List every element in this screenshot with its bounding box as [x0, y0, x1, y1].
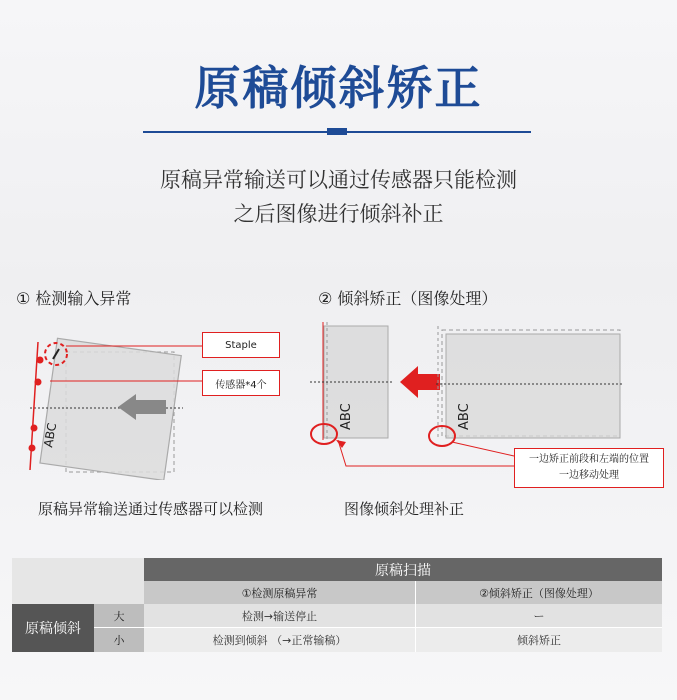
- table-cell: ー: [416, 604, 662, 628]
- subtitle-line-2: 之后图像进行倾斜补正: [233, 202, 444, 226]
- table-top-header: 原稿扫描: [144, 558, 662, 581]
- original-document: [446, 334, 620, 438]
- title-divider-mark: [327, 128, 347, 135]
- table-row-level: 小: [94, 628, 144, 652]
- sensor-dot: [35, 379, 42, 386]
- correction-callout-line-1: 一边矫正前段和左端的位置: [529, 454, 649, 465]
- sensor-dot: [29, 445, 36, 452]
- corrected-document-text: ABC: [339, 403, 354, 430]
- table-cell: 检测到倾斜 （→正常输稿）: [144, 628, 416, 652]
- table-row-group-label: 原稿倾斜: [12, 604, 94, 652]
- table-cell: 倾斜矫正: [416, 628, 662, 652]
- sensor-dot: [37, 357, 44, 364]
- document-text: ABC: [41, 421, 60, 449]
- original-document-text: ABC: [457, 403, 472, 430]
- table-col2-header: ②倾斜矫正（图像处理）: [416, 581, 662, 604]
- subtitle-line-1: 原稿异常输送可以通过传感器只能检测: [160, 168, 517, 192]
- right-section-label: ② 倾斜矫正（图像处理）: [318, 289, 498, 308]
- callout-pointer: [338, 440, 514, 466]
- table-cell: 检测→输送停止: [144, 604, 416, 628]
- comparison-table: [12, 558, 662, 652]
- right-caption: 图像倾斜处理补正: [344, 500, 465, 518]
- table-row-level: 大: [94, 604, 144, 628]
- callout-pointer: [452, 442, 514, 456]
- staple-callout: Staple: [202, 332, 280, 358]
- table-col1-header: ①检测原稿异常: [144, 581, 416, 604]
- table-corner: [12, 558, 144, 604]
- correction-callout-line-2: 一边移动处理: [559, 470, 619, 481]
- left-caption: 原稿异常输送通过传感器可以检测: [38, 500, 264, 518]
- subtitle: [0, 163, 677, 231]
- sensor-dot: [31, 425, 38, 432]
- page-title: 原稿倾斜矫正: [194, 61, 483, 115]
- left-section-label: ① 检测输入异常: [16, 289, 132, 308]
- correction-arrow: [400, 366, 440, 398]
- correction-callout: [514, 448, 664, 488]
- sensor-callout: 传感器*4个: [202, 370, 280, 396]
